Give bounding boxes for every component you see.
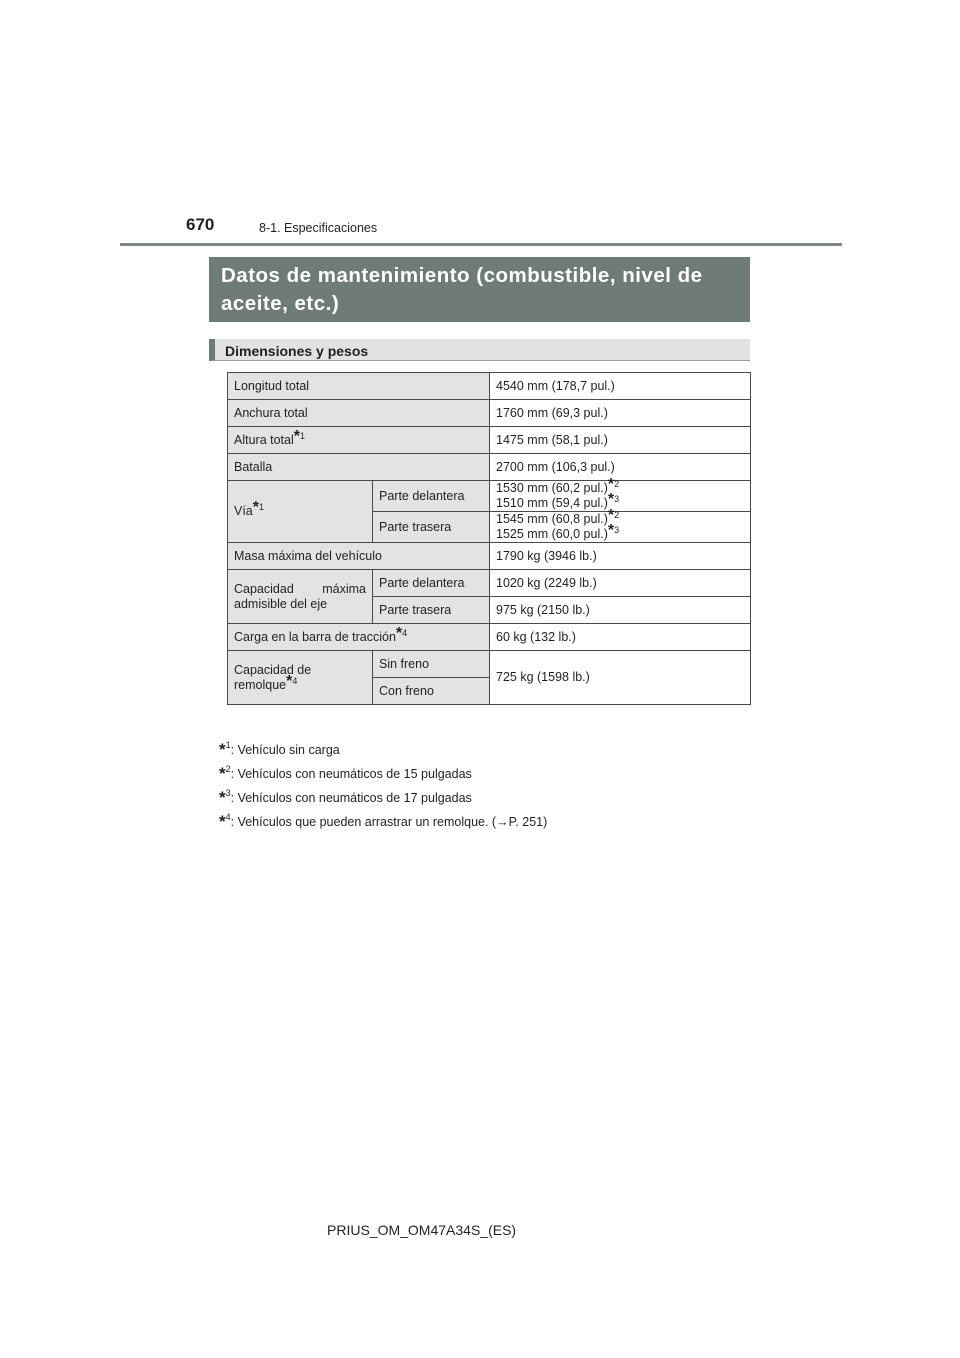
footnote-star: * (219, 812, 226, 831)
footnote-star: * (219, 740, 226, 759)
row-label: Carga en la barra de tracción (234, 629, 396, 644)
footnote-text: : Vehículos con neumáticos de 15 pulgadas (230, 767, 472, 781)
row-value: 1475 mm (58,1 pul.) (490, 427, 751, 454)
row-label: Capacidad máxima (234, 581, 366, 596)
row-value: 1530 mm (60,2 pul.) (496, 481, 608, 495)
page-title: Datos de mantenimiento (combustible, nivel de aceite, etc.) (221, 264, 703, 315)
row-value: 1790 kg (3946 lb.) (490, 543, 751, 570)
footnote (219, 757, 547, 781)
footnote (219, 781, 547, 805)
footnote-text: : Vehículos que pueden arrastrar un remolque. (→P. 251) (230, 815, 548, 829)
footnote-ref: 2 (614, 510, 620, 520)
footnote-ref: 2 (614, 479, 620, 489)
specs-table (227, 372, 751, 705)
section-label: 8-1. Especificaciones (259, 221, 378, 235)
row-label: remolque (234, 677, 287, 692)
sub-label: Parte trasera (373, 597, 490, 624)
footnote-ref: 1 (225, 740, 231, 750)
footnote-ref: 4 (402, 627, 408, 638)
footnote-ref: 3 (614, 494, 620, 504)
footnote-star: * (219, 788, 226, 807)
table-row (228, 543, 751, 570)
row-label-cell (228, 427, 490, 454)
footnote-ref: 4 (225, 812, 231, 822)
row-label: Batalla (228, 454, 490, 481)
footnote-star: * (607, 522, 615, 539)
footnote-text: : Vehículo sin carga (230, 743, 340, 757)
row-label: Vía (234, 504, 253, 518)
row-label: Masa máxima del vehículo (228, 543, 490, 570)
row-value: 975 kg (2150 lb.) (490, 597, 751, 624)
row-label: Altura total (234, 432, 294, 447)
row-value: 1510 mm (59,4 pul.) (496, 496, 608, 510)
footnote-ref: 3 (225, 788, 231, 798)
table-row (228, 427, 751, 454)
row-value: 1545 mm (60,8 pul.) (496, 512, 608, 526)
footnote-ref: 2 (225, 764, 231, 774)
row-value-cell (490, 476, 751, 512)
document-code: PRIUS_OM_OM47A34S_(ES) (327, 1222, 517, 1238)
footnote (219, 805, 547, 829)
subheading: Dimensiones y pesos (225, 343, 369, 359)
footnote-ref: 4 (292, 675, 298, 686)
footnote-ref: 3 (614, 525, 620, 535)
footnote-ref: 1 (259, 502, 265, 512)
row-label: Capacidad de (234, 662, 312, 677)
row-value: 1525 mm (60,0 pul.) (496, 527, 608, 541)
header-divider (120, 243, 842, 246)
row-label-cell (228, 651, 373, 705)
sub-label: Parte trasera (373, 512, 490, 543)
table-row (228, 400, 751, 427)
table-row (228, 373, 751, 400)
footnote-star: * (252, 499, 259, 516)
table-row (228, 651, 751, 678)
row-label: Anchura total (228, 400, 490, 427)
page-number: 670 (186, 215, 215, 234)
row-label: admisible del eje (234, 596, 328, 611)
table-row (228, 454, 751, 481)
footnote-star: * (219, 764, 226, 783)
row-value: 60 kg (132 lb.) (490, 624, 751, 651)
row-value: 1760 mm (69,3 pul.) (490, 400, 751, 427)
footnotes (219, 733, 547, 829)
footnote-star: * (607, 491, 615, 508)
row-value-cell (490, 507, 751, 543)
table-row (228, 481, 751, 512)
subheading-bar (209, 339, 750, 361)
row-value: 1020 kg (2249 lb.) (490, 570, 751, 597)
footnote-star: * (607, 507, 615, 524)
row-value: 4540 mm (178,7 pul.) (490, 373, 751, 400)
table-row (228, 624, 751, 651)
sub-label: Sin freno (373, 651, 490, 678)
sub-label: Con freno (373, 678, 490, 705)
sub-label: Parte delantera (373, 570, 490, 597)
row-label-cell (228, 481, 373, 543)
sub-label: Parte delantera (373, 481, 490, 512)
row-label: Longitud total (228, 373, 490, 400)
footnote-star: * (607, 476, 615, 493)
row-label-cell (228, 624, 490, 651)
table-row (228, 570, 751, 597)
row-value: 2700 mm (106,3 pul.) (490, 454, 751, 481)
footnote-star: * (395, 624, 403, 642)
footnote-star: * (286, 672, 293, 690)
footnote-ref: 1 (300, 430, 306, 441)
row-value: 725 kg (1598 lb.) (490, 651, 751, 705)
footnote-star: * (293, 427, 300, 445)
footnote (219, 733, 547, 757)
footnote-text: : Vehículos con neumáticos de 17 pulgadas (230, 791, 472, 805)
title-banner (209, 257, 750, 322)
row-label-cell (228, 570, 373, 624)
